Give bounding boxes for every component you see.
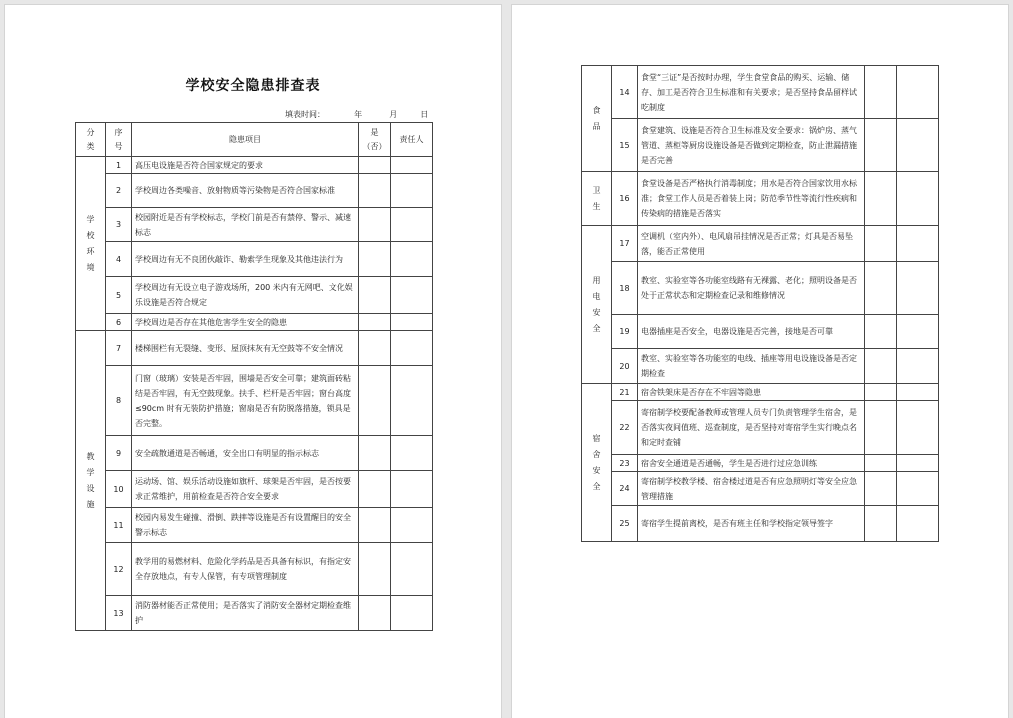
- owner-cell[interactable]: [897, 226, 939, 262]
- item-number: 14: [612, 66, 638, 119]
- owner-cell[interactable]: [391, 543, 433, 596]
- table-row: [76, 471, 433, 508]
- item-number: 19: [612, 315, 638, 349]
- checklist-table-page-2: [581, 65, 939, 542]
- owner-cell[interactable]: [391, 174, 433, 208]
- table-row: [582, 172, 939, 226]
- yesno-cell[interactable]: [359, 543, 391, 596]
- item-text: 楼梯围栏有无裂缝、变形、屋顶抹灰有无空鼓等不安全情况: [132, 331, 359, 366]
- table-row: [76, 366, 433, 436]
- yesno-cell[interactable]: [865, 172, 897, 226]
- owner-cell[interactable]: [391, 366, 433, 436]
- table-row: [76, 596, 433, 631]
- owner-cell[interactable]: [897, 262, 939, 315]
- yesno-cell[interactable]: [359, 277, 391, 314]
- table-row: [582, 455, 939, 472]
- item-text: 寄宿制学校要配备教师或管理人员专门负责管理学生宿舍，是否落实夜间值班、巡查制度，是否坚持对寄宿学生实行晚点名和定时查铺: [638, 401, 865, 455]
- owner-cell[interactable]: [897, 455, 939, 472]
- owner-cell[interactable]: [391, 436, 433, 471]
- item-text: 校园附近是否有学校标志，学校门前是否有禁停、警示、减速标志: [132, 208, 359, 242]
- owner-cell[interactable]: [897, 506, 939, 542]
- table-row: [582, 349, 939, 384]
- item-number: 12: [106, 543, 132, 596]
- yesno-cell[interactable]: [865, 401, 897, 455]
- item-text: 教学用的易燃材料、危险化学药品是否具备有标识，有指定安全存放地点，有专人保管，有专项管理制度: [132, 543, 359, 596]
- header-owner: 责任人: [391, 123, 433, 157]
- yesno-cell[interactable]: [359, 174, 391, 208]
- item-number: 15: [612, 119, 638, 172]
- table-header-row: [76, 123, 433, 157]
- item-number: 5: [106, 277, 132, 314]
- table-row: [582, 226, 939, 262]
- item-text: 食堂“三证”是否按时办理，学生食堂食品的购买、运输、储存、加工是否符合卫生标准和有关要求；是否坚持食品留样试吃制度: [638, 66, 865, 119]
- owner-cell[interactable]: [897, 172, 939, 226]
- table-row: [582, 401, 939, 455]
- table-row: [76, 331, 433, 366]
- item-text: 高压电设施是否符合国家规定的要求: [132, 157, 359, 174]
- yesno-cell[interactable]: [865, 455, 897, 472]
- item-number: 3: [106, 208, 132, 242]
- owner-cell[interactable]: [391, 596, 433, 631]
- item-text: 宿舍安全通道是否通畅，学生是否进行过应急训练: [638, 455, 865, 472]
- owner-cell[interactable]: [897, 119, 939, 172]
- fill-time-month: 月: [389, 110, 398, 119]
- owner-cell[interactable]: [391, 471, 433, 508]
- yesno-cell[interactable]: [865, 349, 897, 384]
- item-number: 16: [612, 172, 638, 226]
- yesno-cell[interactable]: [865, 472, 897, 506]
- category-food: 食品: [582, 66, 612, 172]
- item-number: 22: [612, 401, 638, 455]
- item-number: 11: [106, 508, 132, 543]
- yesno-cell[interactable]: [865, 315, 897, 349]
- item-text: 学校周边有无设立电子游戏场所，200 米内有无网吧、文化娱乐设施是否符合规定: [132, 277, 359, 314]
- item-number: 9: [106, 436, 132, 471]
- table-row: [582, 262, 939, 315]
- document-title: 学校安全隐患排查表: [185, 78, 321, 94]
- item-number: 24: [612, 472, 638, 506]
- owner-cell[interactable]: [897, 66, 939, 119]
- owner-cell[interactable]: [391, 508, 433, 543]
- yesno-cell[interactable]: [865, 66, 897, 119]
- yesno-cell[interactable]: [359, 366, 391, 436]
- item-text: 寄宿制学校教学楼、宿舍楼过道是否有应急照明灯等安全应急管理措施: [638, 472, 865, 506]
- yesno-cell[interactable]: [359, 314, 391, 331]
- owner-cell[interactable]: [391, 331, 433, 366]
- yesno-cell[interactable]: [359, 471, 391, 508]
- item-text: 食堂建筑、设施是否符合卫生标准及安全要求：锅炉房、蒸气管道、蒸柜等厨房设施设备是否做到定期检查，防止泄漏措施是否完善: [638, 119, 865, 172]
- table-row: [76, 314, 433, 331]
- table-row: [76, 508, 433, 543]
- owner-cell[interactable]: [391, 242, 433, 277]
- owner-cell[interactable]: [897, 315, 939, 349]
- header-category: 分类: [76, 123, 106, 157]
- table-row: [76, 157, 433, 174]
- item-text: 教室、实验室等各功能室线路有无裸露、老化；照明设备是否处于正常状态和定期检查记录和维修情况: [638, 262, 865, 315]
- owner-cell[interactable]: [391, 314, 433, 331]
- item-text: 运动场、馆、娱乐活动设施如旗杆、球架是否牢固，是否按要求正常维护，用前检查是否符合安全要求: [132, 471, 359, 508]
- item-text: 学校周边各类噪音、放射物质等污染物是否符合国家标准: [132, 174, 359, 208]
- document-page-1: [5, 5, 501, 718]
- owner-cell[interactable]: [391, 208, 433, 242]
- yesno-cell[interactable]: [359, 157, 391, 174]
- checklist-table-page-1: [75, 122, 433, 631]
- table-row: [582, 506, 939, 542]
- item-number: 18: [612, 262, 638, 315]
- header-yesno: 是（否）: [359, 123, 391, 157]
- table-row: [76, 543, 433, 596]
- table-row: [582, 119, 939, 172]
- yesno-cell[interactable]: [359, 508, 391, 543]
- table-row: [76, 277, 433, 314]
- yesno-cell[interactable]: [865, 119, 897, 172]
- table-row: [582, 66, 939, 119]
- yesno-cell[interactable]: [359, 242, 391, 277]
- owner-cell[interactable]: [897, 349, 939, 384]
- category-facilities: 教学设施: [76, 331, 106, 631]
- item-text: 寄宿学生提前离校，是否有班主任和学校指定领导签字: [638, 506, 865, 542]
- yesno-cell[interactable]: [865, 384, 897, 401]
- category-dorm: 宿舍安全: [582, 384, 612, 542]
- item-text: 教室、实验室等各功能室的电线、插座等用电设施设备是否定期检查: [638, 349, 865, 384]
- item-number: 7: [106, 331, 132, 366]
- item-text: 安全疏散通道是否畅通，安全出口有明显的指示标志: [132, 436, 359, 471]
- fill-time-day: 日: [420, 110, 429, 119]
- table-row: [76, 208, 433, 242]
- item-text: 宿舍铁架床是否存在不牢固等隐患: [638, 384, 865, 401]
- item-text: 学校周边是否存在其他危害学生安全的隐患: [132, 314, 359, 331]
- table-row: [582, 384, 939, 401]
- item-number: 10: [106, 471, 132, 508]
- item-text: 食堂设备是否严格执行消毒制度；用水是否符合国家饮用水标准；食堂工作人员是否着装上岗；防范季节性等流行性疾病和传染病的措施是否落实: [638, 172, 865, 226]
- category-electric: 用电安全: [582, 226, 612, 384]
- owner-cell[interactable]: [897, 384, 939, 401]
- item-number: 20: [612, 349, 638, 384]
- yesno-cell[interactable]: [865, 506, 897, 542]
- item-number: 13: [106, 596, 132, 631]
- fill-time-label: 填表时间：: [285, 110, 325, 119]
- item-text: 空调机（室内外）、电风扇吊挂情况是否正常；灯具是否易坠落，能否正常使用: [638, 226, 865, 262]
- item-number: 21: [612, 384, 638, 401]
- item-number: 17: [612, 226, 638, 262]
- item-number: 23: [612, 455, 638, 472]
- document-page-2: [512, 5, 1008, 718]
- yesno-cell[interactable]: [359, 208, 391, 242]
- owner-cell[interactable]: [391, 157, 433, 174]
- item-text: 电器插座是否安全，电器设施是否完善，接地是否可靠: [638, 315, 865, 349]
- fill-time-line: [285, 109, 428, 120]
- item-number: 2: [106, 174, 132, 208]
- table-row: [582, 315, 939, 349]
- yesno-cell[interactable]: [359, 436, 391, 471]
- yesno-cell[interactable]: [359, 331, 391, 366]
- owner-cell[interactable]: [391, 277, 433, 314]
- item-number: 8: [106, 366, 132, 436]
- item-text: 消防器材能否正常使用；是否落实了消防安全器材定期检查维护: [132, 596, 359, 631]
- table-row: [76, 174, 433, 208]
- item-text: 学校周边有无不良团伙敲诈、勒索学生现象及其他违法行为: [132, 242, 359, 277]
- table-row: [76, 242, 433, 277]
- header-item: 隐患项目: [132, 123, 359, 157]
- category-hygiene: 卫生: [582, 172, 612, 226]
- item-number: 1: [106, 157, 132, 174]
- owner-cell[interactable]: [897, 401, 939, 455]
- item-number: 4: [106, 242, 132, 277]
- item-text: 校园内易发生碰撞、滑倒、跌摔等设施是否有设置醒目的安全警示标志: [132, 508, 359, 543]
- table-row: [76, 436, 433, 471]
- yesno-cell[interactable]: [865, 226, 897, 262]
- table-row: [582, 472, 939, 506]
- item-number: 25: [612, 506, 638, 542]
- owner-cell[interactable]: [897, 472, 939, 506]
- item-text: 门窗（玻璃）安装是否牢固，围墙是否安全可靠；建筑面砖粘结是否牢固，有无空鼓现象。扶手、栏杆是否牢固；窗台高度≤90cm 时有无装防护措施；窗扇是否有防脱落措施，锁具是否完整。: [132, 366, 359, 436]
- header-number: 序号: [106, 123, 132, 157]
- yesno-cell[interactable]: [865, 262, 897, 315]
- yesno-cell[interactable]: [359, 596, 391, 631]
- category-surroundings: 学校环境: [76, 157, 106, 331]
- item-number: 6: [106, 314, 132, 331]
- fill-time-year: 年: [354, 110, 363, 119]
